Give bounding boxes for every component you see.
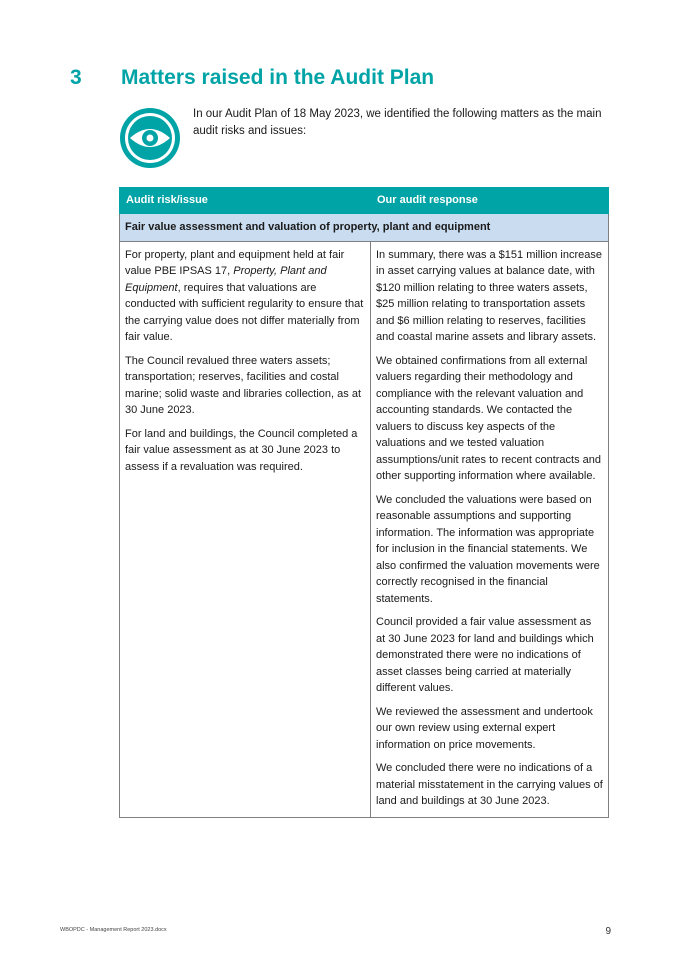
footer-filename: WBOPDC - Management Report 2023.docx [60,927,167,933]
response-paragraph: We concluded there were no indications of a material misstatement in the carrying values of land and buildings at 30 June 2023. [376,762,603,807]
standard-name: Property, Plant and Equipment [125,265,327,294]
response-paragraph: In summary, there was a $151 million increase in asset carrying values at balance date, with $120 million relating to three waters assets, $25 million relating to transportation assets and $6 million relating to reserves, facilities and coastal marine assets and library assets. [376,248,603,343]
header-audit-risk: Audit risk/issue [120,188,371,214]
response-cell [371,241,609,817]
risk-paragraph: For land and buildings, the Council completed a fair value assessment as at 30 June 2023 to assess if a revaluation was required. [125,427,358,473]
header-audit-response: Our audit response [371,188,609,214]
page-number: 9 [605,926,611,937]
risk-paragraph: The Council revalued three waters assets; transportation; reserves, facilities and costal marine; solid waste and libraries collection, as at 30 June 2023. [125,354,362,416]
audit-table [119,187,609,818]
section-title: Matters raised in the Audit Plan [121,66,435,89]
risk-text: , requires that valuations are conducted with sufficient regularity to ensure that the carrying value does not differ materially from fair value. [125,281,364,343]
risk-cell [120,241,371,817]
response-paragraph: We concluded the valuations were based on reasonable assumptions and supporting information. The information was appropriate for inclusion in the financial statements. We also confirmed the valuation movements were correctly recognised in the financial statements. [376,493,600,605]
section-row [120,214,609,242]
table-header-row [120,188,609,214]
response-paragraph: We reviewed the assessment and undertook our own review using external expert information on price movements. [376,705,593,751]
risk-paragraph [125,247,365,346]
intro-text: In our Audit Plan of 18 May 2023, we identified the following matters as the main audit risks and issues: [193,108,602,137]
eye-icon [118,106,182,170]
risk-text: For property, plant and equipment held at fair value PBE IPSAS 17, [125,248,345,277]
response-paragraph: Council provided a fair value assessment as at 30 June 2023 for land and buildings which demonstrated there were no indications of asset classes being carried at materially different values. [376,616,594,694]
section-title-cell: Fair value assessment and valuation of property, plant and equipment [120,214,609,242]
table-row [120,241,609,817]
section-number: 3 [70,66,82,89]
response-paragraph: We obtained confirmations from all external valuers regarding their methodology and compliance with the relevant valuation and accounting standards. We contacted the valuers to discuss key aspects of the valuations and we tested valuation assumptions/unit rates to recent contracts and other supporting information where available. [376,354,602,482]
